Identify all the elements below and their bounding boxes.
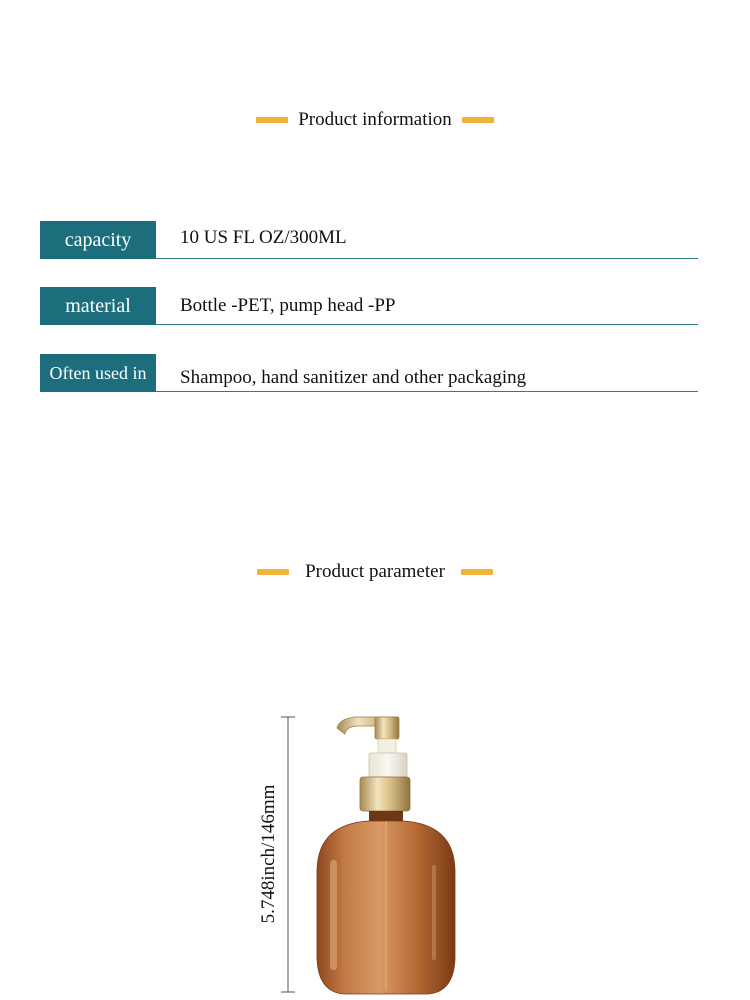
spec-divider — [156, 324, 698, 325]
dimension-label: 5.748inch/146mm — [258, 784, 279, 924]
section-title: Product parameter — [305, 561, 445, 582]
spec-divider — [156, 258, 698, 259]
spec-label: material — [40, 287, 156, 325]
spec-value: Bottle -PET, pump head -PP — [180, 295, 396, 316]
spec-label: Often used in — [40, 354, 156, 392]
accent-bar-right — [461, 569, 493, 575]
spec-value: 10 US FL OZ/300ML — [180, 227, 347, 248]
accent-bar-left — [256, 117, 288, 123]
spec-value: Shampoo, hand sanitizer and other packaging — [180, 367, 527, 388]
accent-bar-right — [462, 117, 494, 123]
dimension-indicator — [281, 717, 295, 992]
spec-row-capacity — [40, 221, 698, 259]
spec-label: capacity — [40, 221, 156, 259]
accent-bar-left — [257, 569, 289, 575]
spec-row-usage — [40, 354, 698, 392]
amber-pump-bottle-image — [317, 717, 455, 994]
spec-divider — [156, 391, 698, 392]
product-figure — [0, 700, 750, 1000]
product-parameter-heading — [0, 557, 750, 587]
spec-row-material — [40, 287, 698, 325]
section-title: Product information — [298, 109, 452, 130]
product-information-heading — [0, 105, 750, 135]
